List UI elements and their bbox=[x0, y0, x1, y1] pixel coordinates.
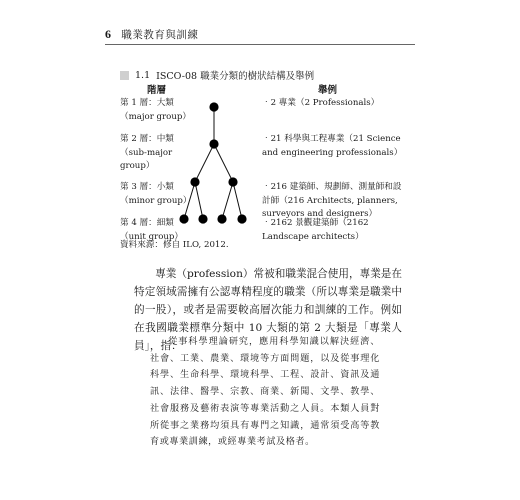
tree-node-minor bbox=[190, 177, 199, 186]
page-number: 6 bbox=[105, 27, 112, 41]
example-3: ‧216 建築師、規劃師、測量師和設計師（216 Architects, planners, surveyors and designers） bbox=[262, 182, 402, 219]
tree-diagram bbox=[170, 95, 260, 235]
level-name: 第 3 層：小類 bbox=[120, 182, 174, 192]
book-title: 職業教育與訓練 bbox=[121, 29, 199, 41]
column-head-levels: 階層 bbox=[147, 85, 167, 96]
figure-title bbox=[120, 68, 314, 82]
column-head-examples: 舉例 bbox=[318, 85, 338, 96]
example-4: ‧2162 景觀建築師（2162 Landscape architects） bbox=[262, 218, 369, 242]
level-name: 第 2 層：中類 bbox=[120, 134, 174, 144]
running-header bbox=[105, 27, 198, 42]
tree-node-unit bbox=[179, 214, 188, 223]
block-quote bbox=[150, 334, 380, 451]
level-name: 第 1 層：大類 bbox=[120, 98, 174, 108]
tree-node-major bbox=[209, 102, 218, 111]
tree-node-unit bbox=[198, 214, 207, 223]
figure-marker-icon bbox=[120, 71, 129, 80]
figure-title-text: ISCO-08 職業分類的樹狀結構及舉例 bbox=[156, 71, 315, 82]
tree-node-minor bbox=[228, 177, 237, 186]
tree-node-unit bbox=[237, 214, 246, 223]
paragraph-text: 專業（profession）常被和職業混合使用，專業是在特定領域需擁有公認專精程度的職業（所以專業是職業中的一股），或者是需要較高層次能力和訓練的工作。例如在我國職業標準分類中 10 大類的第 2 大類是「專業人員」，指： bbox=[134, 268, 402, 352]
header-rule bbox=[105, 44, 415, 45]
example-1: ‧2 專業（2 Professionals） bbox=[262, 98, 380, 108]
figure-source: 資料來源：修自 ILO, 2012. bbox=[120, 240, 229, 250]
example-2: ‧21 科學與工程專業（21 Science and engineering professionals） bbox=[262, 134, 403, 158]
tree-node-unit bbox=[217, 214, 226, 223]
level-english: （sub-major group） bbox=[120, 147, 173, 171]
quote-text: 從事科學理論研究，應用科學知識以解決經濟、社會、工業、農業、環境等方面問題，以及從事理化科學、生命科學、環境科學、工程、設計、資訊及通訊、法律、醫學、宗教、商業、新聞、文學、教學、社會服務及藝術表演等專業活動之人員。本類人員對所從事之業務均須具有專門之知識，通常須受高等教育或專業訓練，或經專業考試及格者。 bbox=[150, 337, 380, 448]
figure-number: 1.1 bbox=[135, 69, 151, 81]
level-name: 第 4 層：細類 bbox=[120, 218, 174, 228]
level-english: （minor group） bbox=[120, 195, 192, 206]
tree-node-submajor bbox=[209, 139, 218, 148]
level-english: （major group） bbox=[120, 111, 191, 122]
level-english: （unit group） bbox=[120, 231, 184, 242]
